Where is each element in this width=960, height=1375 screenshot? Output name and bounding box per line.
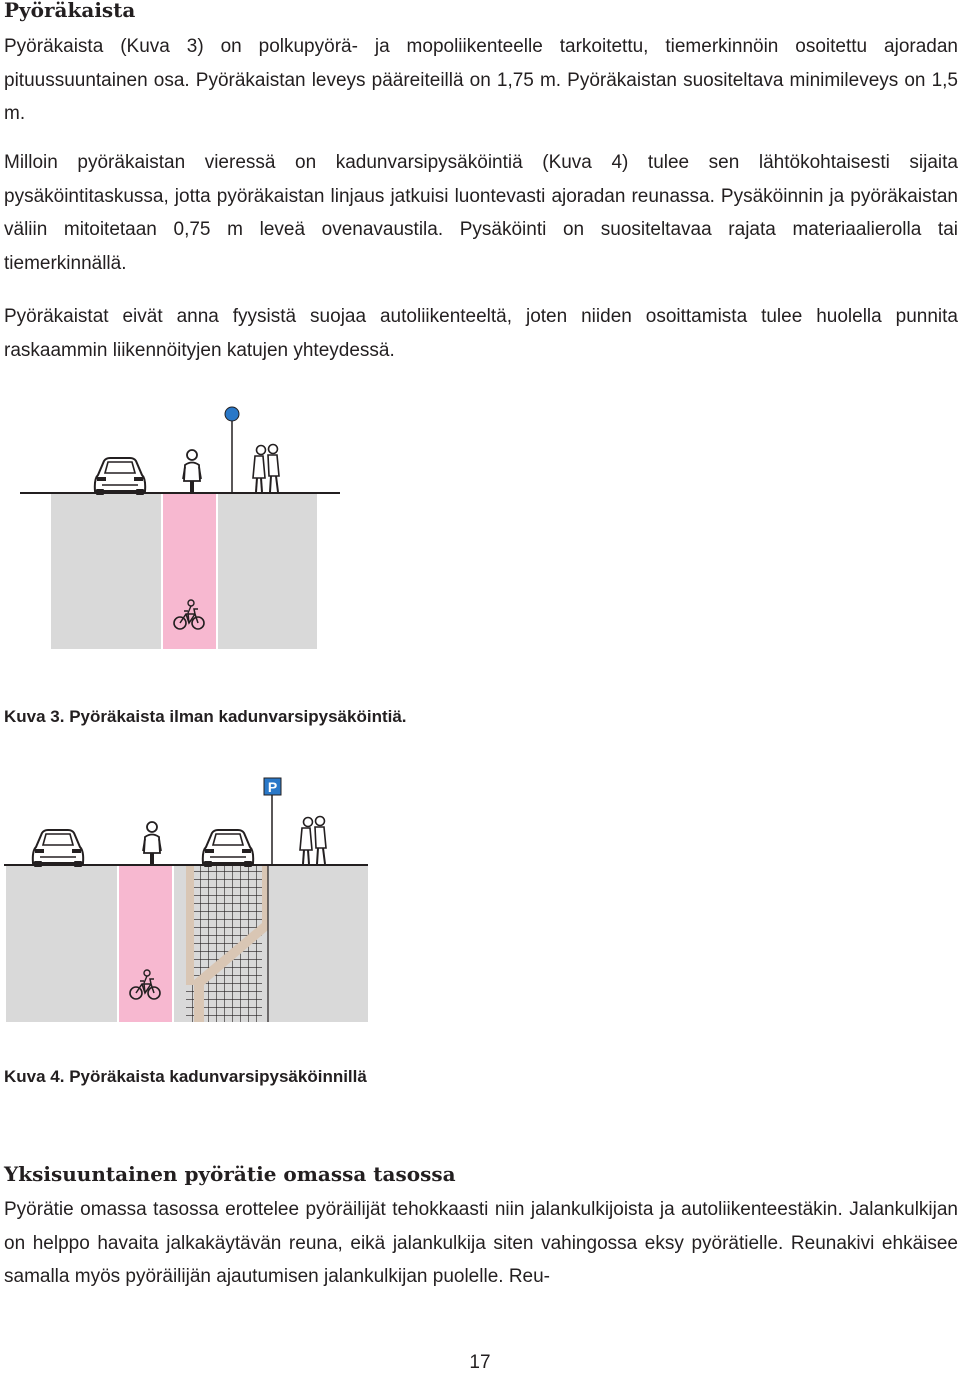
section-heading-bike-path: Yksisuuntainen pyörätie omassa tasossa — [4, 1162, 456, 1186]
paragraph-safety-note: Pyöräkaistat eivät anna fyysistä suojaa autoliikenteeltä, joten niiden osoittamista tulee huolella punnita raskaammin liikennöityjen katujen yhteydessä. — [4, 306, 958, 361]
figure-4-caption: Kuva 4. Pyöräkaista kadunvarsipysäköinnillä — [4, 1067, 367, 1086]
figure-3-illustration — [0, 395, 360, 665]
figure-3-caption: Kuva 3. Pyöräkaista ilman kadunvarsipysäköintiä. — [4, 707, 407, 726]
paragraph-bike-lane-intro: Pyöräkaista (Kuva 3) on polkupyörä- ja mopoliikenteelle tarkoitettu, tiemerkinnöin osoitettu ajoradan pituussuuntainen osa. Pyöräkaistan leveys pääreiteillä on 1,75 m. Pyöräkaistan suositeltava minimileveys on 1,5 m. — [4, 36, 958, 124]
figure-4-illustration — [0, 775, 380, 1030]
section-heading-bike-lane: Pyöräkaista — [4, 0, 136, 22]
paragraph-bike-path: Pyörätie omassa tasossa erottelee pyöräilijät tehokkaasti niin jalankulkijoista ja autoliikenteestäkin. Jalankulkijan on helppo havaita jalkakäytävän reuna, eikä jalankulkija siten vahingossa eksy pyörätielle. Reunakivi ehkäisee samalla myös pyöräilijän ajautumisen jalankulkijan puolelle. Reu- — [4, 1199, 958, 1287]
page-number: 17 — [469, 1352, 491, 1373]
parking-sign-letter: P — [267, 779, 278, 795]
paragraph-street-parking: Milloin pyöräkaistan vieressä on kadunvarsipysäköintiä (Kuva 4) tulee sen lähtökohtaisesti sijaita pysäköintitaskussa, jotta pyöräkaistan linjaus jatkuisi luontevasti ajoradan reunassa. Pysäköinnin ja pyöräkaistan väliin mitoitetaan 0,75 m leveä ovenavaustila. Pysäköinti on suositeltavaa rajata materiaalierolla tai tiemerkinnällä. — [4, 152, 958, 274]
